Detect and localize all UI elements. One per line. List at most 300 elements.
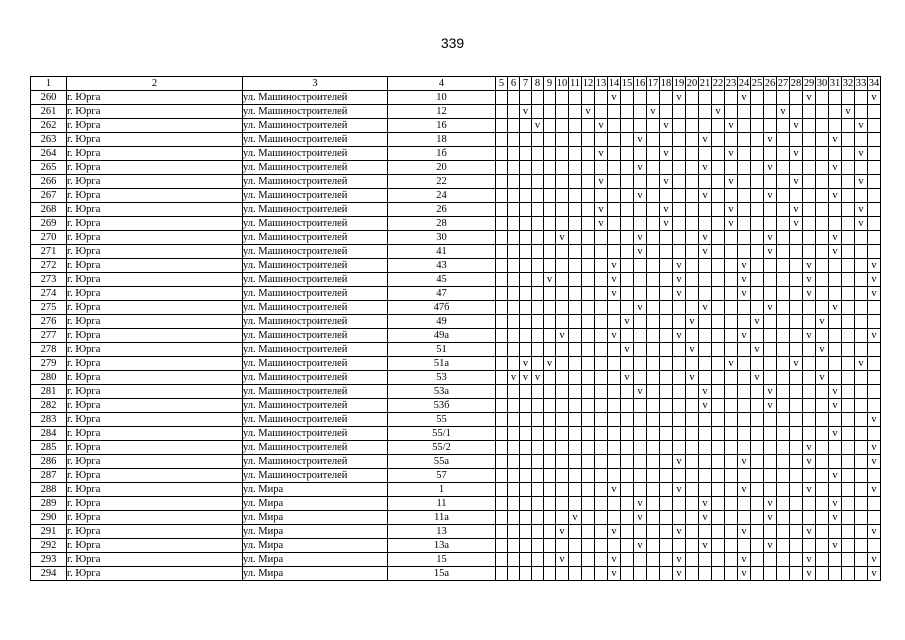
mark-cell-col-10 — [556, 427, 569, 441]
mark-cell-col-30 — [816, 175, 829, 189]
mark-cell-col-30 — [816, 133, 829, 147]
mark-cell-col-9 — [544, 245, 556, 259]
city-cell: г. Юрга — [67, 455, 243, 469]
mark-cell-col-14 — [608, 217, 621, 231]
mark-cell-col-14 — [608, 371, 621, 385]
mark-cell-col-23 — [725, 497, 738, 511]
mark-cell-col-22 — [712, 189, 725, 203]
mark-cell-col-5 — [496, 175, 508, 189]
mark-cell-col-23 — [725, 161, 738, 175]
mark-cell-col-12 — [582, 315, 595, 329]
house-cell: 41 — [388, 245, 496, 259]
mark-cell-col-15 — [621, 469, 634, 483]
city-cell: г. Юрга — [67, 301, 243, 315]
mark-cell-col-26: v — [764, 231, 777, 245]
mark-cell-col-27 — [777, 497, 790, 511]
mark-cell-col-28 — [790, 301, 803, 315]
mark-cell-col-9 — [544, 315, 556, 329]
mark-cell-col-18 — [660, 441, 673, 455]
house-cell: 57 — [388, 469, 496, 483]
mark-cell-col-10 — [556, 105, 569, 119]
mark-cell-col-26: v — [764, 539, 777, 553]
mark-cell-col-22 — [712, 469, 725, 483]
mark-cell-col-6 — [508, 567, 520, 581]
street-cell: ул. Машиностроителей — [243, 91, 388, 105]
mark-cell-col-19 — [673, 371, 686, 385]
mark-cell-col-13 — [595, 301, 608, 315]
mark-cell-col-19 — [673, 301, 686, 315]
house-cell: 30 — [388, 231, 496, 245]
mark-cell-col-21 — [699, 553, 712, 567]
mark-cell-col-20: v — [686, 315, 699, 329]
mark-cell-col-33 — [855, 301, 868, 315]
mark-cell-col-23 — [725, 189, 738, 203]
mark-cell-col-30 — [816, 203, 829, 217]
mark-cell-col-11 — [569, 539, 582, 553]
mark-cell-col-17 — [647, 371, 660, 385]
mark-cell-col-9 — [544, 329, 556, 343]
mark-cell-col-12 — [582, 567, 595, 581]
city-cell: г. Юрга — [67, 483, 243, 497]
row-number: 260 — [31, 91, 67, 105]
mark-cell-col-34: v — [868, 441, 881, 455]
mark-cell-col-16: v — [634, 385, 647, 399]
mark-cell-col-30 — [816, 301, 829, 315]
mark-cell-col-32 — [842, 175, 855, 189]
row-number: 265 — [31, 161, 67, 175]
mark-cell-col-11 — [569, 567, 582, 581]
mark-cell-col-34: v — [868, 525, 881, 539]
mark-cell-col-11 — [569, 441, 582, 455]
mark-cell-col-25 — [751, 539, 764, 553]
mark-cell-col-11 — [569, 399, 582, 413]
mark-cell-col-33: v — [855, 175, 868, 189]
mark-cell-col-19 — [673, 105, 686, 119]
city-cell: г. Юрга — [67, 539, 243, 553]
mark-cell-col-10 — [556, 245, 569, 259]
mark-cell-col-34: v — [868, 91, 881, 105]
mark-cell-col-21 — [699, 441, 712, 455]
mark-cell-col-30: v — [816, 371, 829, 385]
mark-cell-col-9 — [544, 567, 556, 581]
mark-cell-col-19 — [673, 147, 686, 161]
mark-cell-col-30 — [816, 245, 829, 259]
mark-cell-col-27 — [777, 315, 790, 329]
row-number: 289 — [31, 497, 67, 511]
mark-cell-col-31: v — [829, 385, 842, 399]
mark-cell-col-7 — [520, 567, 532, 581]
mark-cell-col-11 — [569, 273, 582, 287]
city-cell: г. Юрга — [67, 147, 243, 161]
mark-cell-col-29 — [803, 497, 816, 511]
table-row — [31, 259, 881, 273]
mark-cell-col-18: v — [660, 203, 673, 217]
mark-cell-col-12 — [582, 301, 595, 315]
mark-cell-col-24 — [738, 217, 751, 231]
mark-cell-col-7 — [520, 133, 532, 147]
mark-cell-col-5 — [496, 287, 508, 301]
mark-cell-col-13 — [595, 469, 608, 483]
mark-cell-col-5 — [496, 567, 508, 581]
row-number: 263 — [31, 133, 67, 147]
header-col-4: 4 — [388, 77, 496, 91]
mark-cell-col-22 — [712, 119, 725, 133]
mark-cell-col-8 — [532, 455, 544, 469]
mark-cell-col-33 — [855, 567, 868, 581]
mark-cell-col-22 — [712, 161, 725, 175]
mark-cell-col-5 — [496, 189, 508, 203]
mark-cell-col-5 — [496, 245, 508, 259]
mark-cell-col-20 — [686, 329, 699, 343]
mark-cell-col-12 — [582, 133, 595, 147]
mark-cell-col-27 — [777, 161, 790, 175]
mark-cell-col-8 — [532, 441, 544, 455]
mark-cell-col-17 — [647, 315, 660, 329]
mark-cell-col-6 — [508, 539, 520, 553]
mark-cell-col-16 — [634, 287, 647, 301]
row-number: 267 — [31, 189, 67, 203]
mark-cell-col-20 — [686, 469, 699, 483]
mark-cell-col-28 — [790, 329, 803, 343]
mark-cell-col-17 — [647, 343, 660, 357]
mark-cell-col-15 — [621, 273, 634, 287]
mark-cell-col-23 — [725, 91, 738, 105]
mark-cell-col-17 — [647, 231, 660, 245]
mark-cell-col-14 — [608, 119, 621, 133]
mark-cell-col-6 — [508, 525, 520, 539]
mark-cell-col-16: v — [634, 161, 647, 175]
mark-cell-col-26 — [764, 553, 777, 567]
mark-cell-col-27 — [777, 469, 790, 483]
mark-cell-col-28 — [790, 469, 803, 483]
mark-cell-col-8 — [532, 133, 544, 147]
mark-cell-col-27 — [777, 259, 790, 273]
table-row — [31, 273, 881, 287]
mark-cell-col-13 — [595, 133, 608, 147]
mark-cell-col-34: v — [868, 553, 881, 567]
header-col-1: 1 — [31, 77, 67, 91]
mark-cell-col-14 — [608, 441, 621, 455]
mark-cell-col-18 — [660, 413, 673, 427]
mark-cell-col-21 — [699, 357, 712, 371]
mark-cell-col-9 — [544, 189, 556, 203]
row-number: 266 — [31, 175, 67, 189]
mark-cell-col-17 — [647, 91, 660, 105]
mark-cell-col-12 — [582, 413, 595, 427]
row-number: 284 — [31, 427, 67, 441]
mark-cell-col-27 — [777, 567, 790, 581]
mark-cell-col-31 — [829, 217, 842, 231]
mark-cell-col-24: v — [738, 483, 751, 497]
mark-cell-col-26: v — [764, 133, 777, 147]
mark-cell-col-34: v — [868, 287, 881, 301]
mark-cell-col-23: v — [725, 119, 738, 133]
table-row — [31, 105, 881, 119]
table-row — [31, 231, 881, 245]
mark-cell-col-33 — [855, 497, 868, 511]
mark-cell-col-15 — [621, 217, 634, 231]
city-cell: г. Юрга — [67, 441, 243, 455]
mark-cell-col-6 — [508, 469, 520, 483]
mark-cell-col-21 — [699, 567, 712, 581]
mark-cell-col-29 — [803, 147, 816, 161]
mark-cell-col-22 — [712, 483, 725, 497]
mark-cell-col-23 — [725, 427, 738, 441]
mark-cell-col-31: v — [829, 511, 842, 525]
mark-cell-col-29 — [803, 245, 816, 259]
mark-cell-col-21 — [699, 287, 712, 301]
mark-cell-col-15 — [621, 455, 634, 469]
table-row — [31, 427, 881, 441]
mark-cell-col-13 — [595, 287, 608, 301]
mark-cell-col-34 — [868, 511, 881, 525]
table-row — [31, 189, 881, 203]
mark-cell-col-20: v — [686, 343, 699, 357]
mark-cell-col-34 — [868, 245, 881, 259]
mark-cell-col-29 — [803, 217, 816, 231]
mark-cell-col-25 — [751, 231, 764, 245]
mark-cell-col-19 — [673, 189, 686, 203]
mark-cell-col-18 — [660, 301, 673, 315]
mark-cell-col-15 — [621, 357, 634, 371]
mark-cell-col-23 — [725, 301, 738, 315]
mark-cell-col-24 — [738, 315, 751, 329]
mark-cell-col-12 — [582, 385, 595, 399]
mark-cell-col-28 — [790, 231, 803, 245]
mark-cell-col-16 — [634, 217, 647, 231]
mark-cell-col-10 — [556, 189, 569, 203]
mark-cell-col-34 — [868, 539, 881, 553]
mark-cell-col-13 — [595, 259, 608, 273]
mark-cell-col-24 — [738, 357, 751, 371]
mark-cell-col-31 — [829, 203, 842, 217]
mark-cell-col-16 — [634, 147, 647, 161]
mark-cell-col-31: v — [829, 301, 842, 315]
mark-cell-col-34 — [868, 385, 881, 399]
mark-cell-col-5 — [496, 371, 508, 385]
mark-cell-col-33 — [855, 525, 868, 539]
mark-cell-col-22 — [712, 371, 725, 385]
mark-cell-col-18 — [660, 511, 673, 525]
mark-cell-col-20 — [686, 553, 699, 567]
street-cell: ул. Машиностроителей — [243, 203, 388, 217]
street-cell: ул. Машиностроителей — [243, 273, 388, 287]
mark-cell-col-24 — [738, 231, 751, 245]
mark-cell-col-20 — [686, 385, 699, 399]
mark-cell-col-26 — [764, 203, 777, 217]
mark-cell-col-25 — [751, 469, 764, 483]
city-cell: г. Юрга — [67, 161, 243, 175]
mark-cell-col-15 — [621, 245, 634, 259]
mark-cell-col-7 — [520, 413, 532, 427]
mark-cell-col-34 — [868, 119, 881, 133]
header-col-32: 32 — [842, 77, 854, 89]
mark-cell-col-11 — [569, 189, 582, 203]
mark-cell-col-18 — [660, 343, 673, 357]
mark-cell-col-32 — [842, 525, 855, 539]
mark-cell-col-17 — [647, 455, 660, 469]
mark-cell-col-7 — [520, 315, 532, 329]
mark-cell-col-6 — [508, 105, 520, 119]
mark-cell-col-17 — [647, 217, 660, 231]
mark-cell-col-31 — [829, 553, 842, 567]
mark-cell-col-12 — [582, 441, 595, 455]
mark-cell-col-6 — [508, 161, 520, 175]
mark-cell-col-24: v — [738, 91, 751, 105]
mark-cell-col-6 — [508, 217, 520, 231]
mark-cell-col-17 — [647, 147, 660, 161]
mark-cell-col-31: v — [829, 245, 842, 259]
mark-cell-col-21: v — [699, 133, 712, 147]
street-cell: ул. Машиностроителей — [243, 329, 388, 343]
mark-cell-col-21 — [699, 105, 712, 119]
mark-cell-col-6 — [508, 483, 520, 497]
mark-cell-col-22 — [712, 133, 725, 147]
mark-cell-col-25 — [751, 217, 764, 231]
mark-cell-col-27 — [777, 273, 790, 287]
mark-cell-col-20 — [686, 497, 699, 511]
mark-cell-col-9 — [544, 91, 556, 105]
mark-cell-col-13 — [595, 483, 608, 497]
mark-cell-col-26: v — [764, 301, 777, 315]
street-cell: ул. Машиностроителей — [243, 161, 388, 175]
mark-cell-col-7 — [520, 245, 532, 259]
mark-cell-col-12 — [582, 371, 595, 385]
mark-cell-col-16 — [634, 399, 647, 413]
mark-cell-col-28 — [790, 497, 803, 511]
mark-cell-col-16 — [634, 371, 647, 385]
mark-cell-col-8 — [532, 287, 544, 301]
mark-cell-col-15: v — [621, 343, 634, 357]
mark-cell-col-34 — [868, 399, 881, 413]
mark-cell-col-31 — [829, 105, 842, 119]
house-cell: 55/2 — [388, 441, 496, 455]
mark-cell-col-27 — [777, 343, 790, 357]
mark-cell-col-31: v — [829, 133, 842, 147]
mark-cell-col-8 — [532, 357, 544, 371]
mark-cell-col-16 — [634, 91, 647, 105]
mark-cell-col-27 — [777, 399, 790, 413]
mark-cell-col-7 — [520, 189, 532, 203]
mark-cell-col-19 — [673, 399, 686, 413]
mark-cell-col-31: v — [829, 427, 842, 441]
mark-cell-col-9 — [544, 119, 556, 133]
mark-cell-col-27 — [777, 483, 790, 497]
mark-cell-col-34 — [868, 427, 881, 441]
mark-cell-col-8 — [532, 385, 544, 399]
mark-cell-col-33 — [855, 371, 868, 385]
mark-cell-col-17 — [647, 161, 660, 175]
mark-cell-col-22 — [712, 329, 725, 343]
mark-cell-col-30 — [816, 455, 829, 469]
mark-cell-col-13 — [595, 231, 608, 245]
mark-cell-col-10 — [556, 483, 569, 497]
mark-cell-col-7 — [520, 469, 532, 483]
mark-cell-col-21: v — [699, 385, 712, 399]
mark-cell-col-21 — [699, 483, 712, 497]
mark-cell-col-24 — [738, 301, 751, 315]
mark-cell-col-32 — [842, 119, 855, 133]
mark-cell-col-31: v — [829, 231, 842, 245]
mark-cell-col-26 — [764, 329, 777, 343]
mark-cell-col-32 — [842, 469, 855, 483]
mark-cell-col-14 — [608, 147, 621, 161]
mark-cell-col-30 — [816, 399, 829, 413]
street-cell: ул. Машиностроителей — [243, 371, 388, 385]
mark-cell-col-9 — [544, 287, 556, 301]
mark-cell-col-6 — [508, 315, 520, 329]
row-number: 288 — [31, 483, 67, 497]
mark-cell-col-22 — [712, 441, 725, 455]
mark-cell-col-19: v — [673, 567, 686, 581]
mark-cell-col-21: v — [699, 511, 712, 525]
mark-cell-col-26 — [764, 455, 777, 469]
mark-cell-col-30 — [816, 469, 829, 483]
mark-cell-col-7 — [520, 259, 532, 273]
mark-cell-col-29: v — [803, 455, 816, 469]
mark-cell-col-33 — [855, 343, 868, 357]
mark-cell-col-29 — [803, 301, 816, 315]
mark-cell-col-30 — [816, 147, 829, 161]
mark-cell-col-7: v — [520, 357, 532, 371]
row-number: 270 — [31, 231, 67, 245]
mark-cell-col-30 — [816, 217, 829, 231]
mark-cell-col-14 — [608, 539, 621, 553]
mark-cell-col-21: v — [699, 301, 712, 315]
mark-cell-col-5 — [496, 343, 508, 357]
mark-cell-col-29 — [803, 511, 816, 525]
mark-cell-col-14 — [608, 455, 621, 469]
mark-cell-col-13 — [595, 357, 608, 371]
mark-cell-col-6 — [508, 343, 520, 357]
mark-cell-col-17 — [647, 259, 660, 273]
mark-cell-col-22 — [712, 525, 725, 539]
mark-cell-col-24 — [738, 189, 751, 203]
mark-cell-col-31 — [829, 175, 842, 189]
mark-cell-col-34 — [868, 469, 881, 483]
mark-cell-col-24 — [738, 343, 751, 357]
row-number: 281 — [31, 385, 67, 399]
table-row — [31, 161, 881, 175]
street-cell: ул. Машиностроителей — [243, 357, 388, 371]
mark-cell-col-19 — [673, 203, 686, 217]
mark-cell-col-22 — [712, 497, 725, 511]
mark-cell-col-20 — [686, 427, 699, 441]
mark-cell-col-30 — [816, 329, 829, 343]
mark-cell-col-30 — [816, 413, 829, 427]
mark-cell-col-17: v — [647, 105, 660, 119]
mark-cell-col-11 — [569, 371, 582, 385]
city-cell: г. Юрга — [67, 175, 243, 189]
mark-cell-col-17 — [647, 427, 660, 441]
mark-cell-col-21 — [699, 91, 712, 105]
mark-cell-col-14 — [608, 203, 621, 217]
mark-cell-col-14 — [608, 399, 621, 413]
mark-cell-col-14 — [608, 175, 621, 189]
mark-cell-col-6 — [508, 133, 520, 147]
mark-cell-col-28 — [790, 399, 803, 413]
city-cell: г. Юрга — [67, 329, 243, 343]
mark-cell-col-9 — [544, 371, 556, 385]
mark-cell-col-24: v — [738, 287, 751, 301]
mark-cell-col-26 — [764, 371, 777, 385]
mark-cell-col-18 — [660, 399, 673, 413]
mark-cell-col-8 — [532, 343, 544, 357]
mark-cell-col-8 — [532, 567, 544, 581]
mark-cell-col-12 — [582, 147, 595, 161]
mark-cell-col-19: v — [673, 483, 686, 497]
mark-cell-col-13 — [595, 539, 608, 553]
